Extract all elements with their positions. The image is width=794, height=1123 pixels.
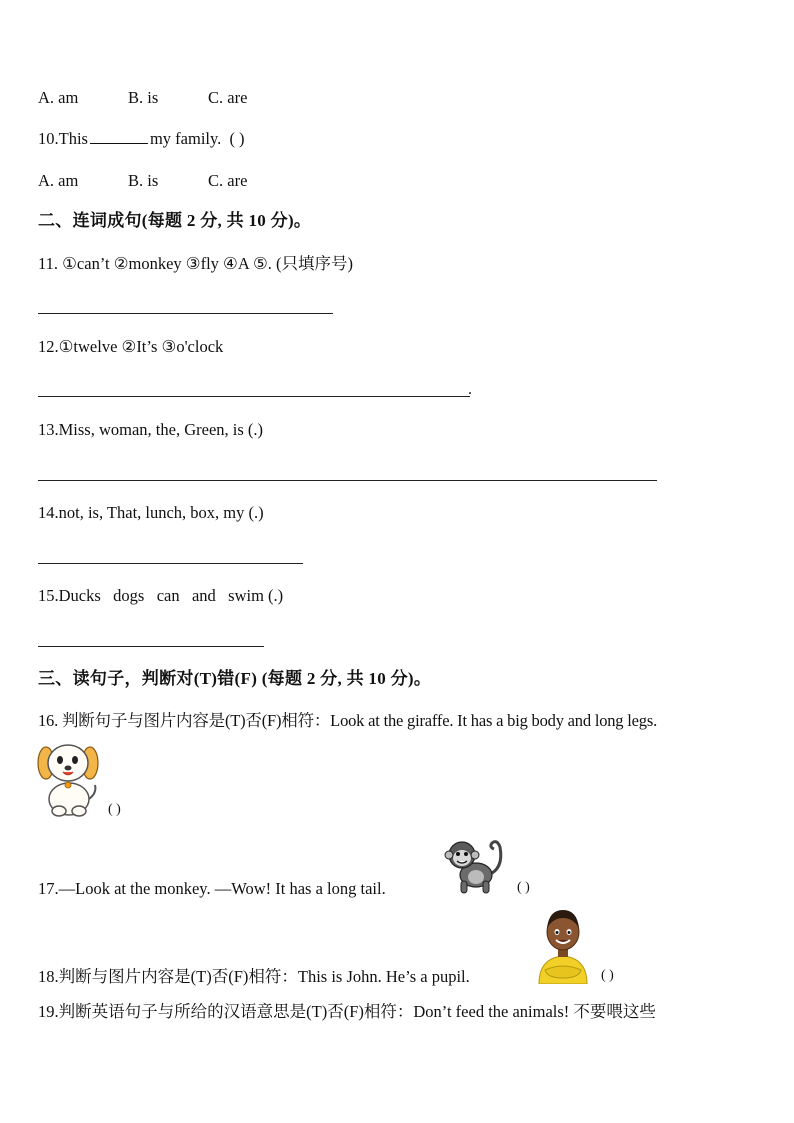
q18-answer-paren[interactable]: ( ) <box>601 968 614 983</box>
question-15: 15.Ducks dogs can and swim (.) <box>38 586 284 605</box>
q10-text-before: 10.This <box>38 129 88 148</box>
q15-answer-line[interactable] <box>38 646 264 647</box>
question-17: 17.—Look at the monkey. —Wow! It has a long tail. <box>38 879 386 898</box>
q10-option-b: B. is <box>128 171 159 190</box>
q9-option-a: A. am <box>38 88 79 107</box>
dog-picture <box>37 741 99 817</box>
boy-picture <box>533 908 593 984</box>
q13-answer-line[interactable] <box>38 480 657 481</box>
q11-answer-line[interactable] <box>38 313 333 314</box>
q9-option-c: C. are <box>208 88 248 107</box>
question-10 <box>38 129 245 149</box>
question-19: 19.判断英语句子与所给的汉语意思是(T)否(F)相符：Don’t feed the animals! 不要喂这些 <box>38 1002 656 1021</box>
q14-answer-line[interactable] <box>38 563 303 564</box>
q9-option-b: B. is <box>128 88 159 107</box>
q12-answer-line[interactable] <box>38 396 470 397</box>
section-2-heading: 二、连词成句(每题 2 分, 共 10 分)。 <box>38 211 312 230</box>
question-14: 14.not, is, That, lunch, box, my (.) <box>38 503 264 522</box>
question-12: 12.①twelve ②It’s ③o'clock <box>38 337 224 356</box>
q10-blank[interactable] <box>90 129 148 144</box>
q10-options <box>38 171 247 191</box>
monkey-picture <box>444 835 508 897</box>
q17-answer-paren[interactable]: ( ) <box>517 880 530 895</box>
q16-answer-paren[interactable]: ( ) <box>108 802 121 817</box>
q10-option-a: A. am <box>38 171 79 190</box>
q10-option-c: C. are <box>208 171 248 190</box>
question-16: 16. 判断句子与图片内容是(T)否(F)相符：Look at the giraffe. It has a big body and long legs. <box>38 711 657 730</box>
section-3-heading: 三、读句子，判断对(T)错(F) (每题 2 分, 共 10 分)。 <box>38 669 432 688</box>
q9-options <box>38 88 247 108</box>
question-11: 11. ①can’t ②monkey ③fly ④A ⑤. (只填序号) <box>38 254 354 273</box>
question-13: 13.Miss, woman, the, Green, is (.) <box>38 420 264 439</box>
q10-answer-paren[interactable]: ( ) <box>229 129 245 148</box>
q10-text-after: my family. <box>149 129 222 148</box>
q12-end-mark: . <box>468 381 472 398</box>
question-18: 18.判断与图片内容是(T)否(F)相符：This is John. He’s a pupil. <box>38 967 470 986</box>
